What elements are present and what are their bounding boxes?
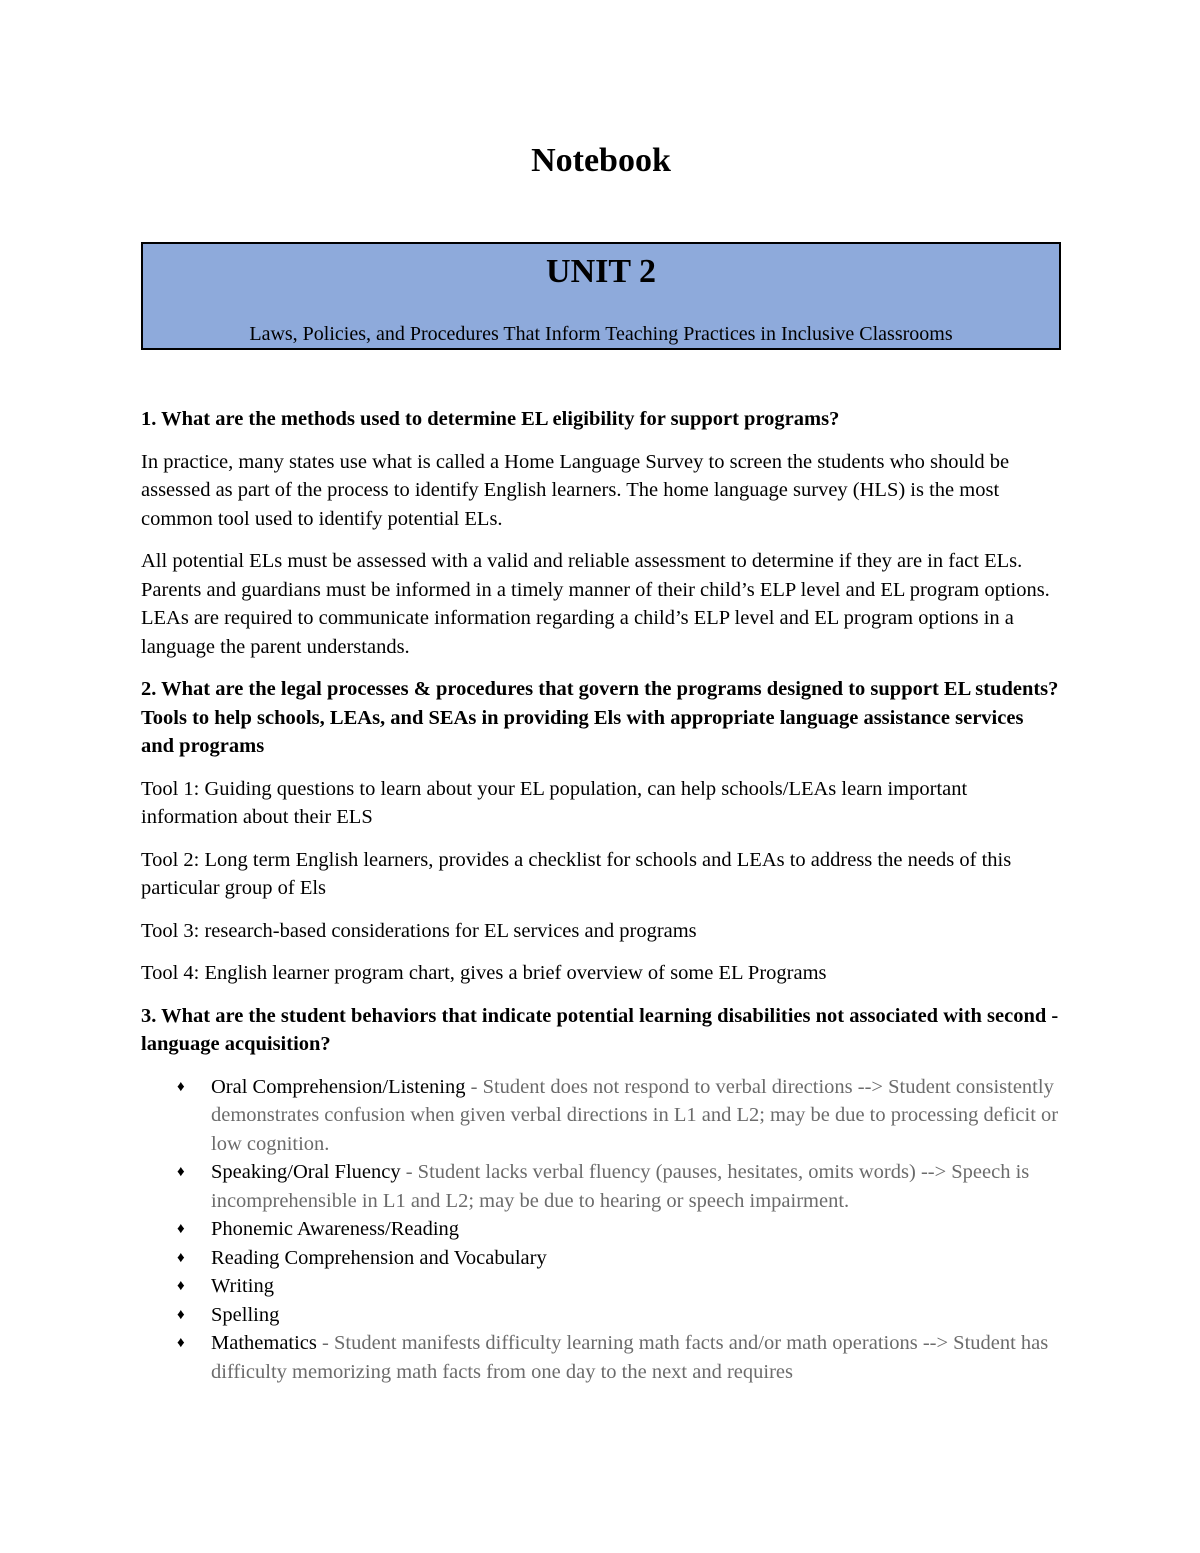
diamond-bullet-icon: ♦ (177, 1078, 185, 1095)
diamond-bullet-icon: ♦ (177, 1335, 185, 1351)
diamond-bullet-icon: ♦ (177, 1249, 185, 1266)
document-title: Notebook (531, 142, 671, 179)
tool-2: Tool 2: Long term English learners, provides a checklist for schools and LEAs to address the needs of this particular group of Els (141, 848, 1012, 899)
behavior-list (141, 1073, 1061, 1387)
list-item-label: Oral Comprehension/Listening (211, 1075, 466, 1098)
tool-3: Tool 3: research-based considerations for EL services and programs (141, 919, 697, 942)
document-body (141, 405, 1061, 1386)
unit-header-box (141, 242, 1061, 350)
list-item-detail: - Student manifests difficulty learning math facts and/or math operations --> Student has difficulty memorizing math facts from one day to the next and requires (211, 1332, 1049, 1383)
list-item-label: Writing (211, 1275, 274, 1297)
answer-1-paragraph-2: All potential ELs must be assessed with a valid and reliable assessment to determine if they are in fact ELs. Parents and guardians must be informed in a timely manner of their child’s ELP level and EL program options. LEAs are required to communicate information regarding a child’s ELP level and EL program options in a language the parent understands. (141, 550, 1050, 658)
list-item (141, 1073, 1061, 1159)
list-item-detail: - Student does not respond to verbal directions --> Student consistently demonstrates confusion when given verbal directions in L1 and L2; may be due to processing deficit or low cognition. (211, 1075, 1059, 1155)
list-item (141, 1244, 1061, 1273)
list-item (141, 1215, 1061, 1244)
list-item (141, 1329, 1061, 1386)
list-item (141, 1272, 1061, 1301)
list-item-label: Speaking/Oral Fluency (211, 1161, 401, 1183)
list-item-label: Spelling (211, 1303, 280, 1326)
tool-4: Tool 4: English learner program chart, gives a brief overview of some EL Programs (141, 962, 827, 984)
diamond-bullet-icon: ♦ (177, 1306, 185, 1323)
list-item-label: Reading Comprehension and Vocabulary (211, 1246, 547, 1269)
list-item-label: Phonemic Awareness/Reading (211, 1218, 460, 1240)
diamond-bullet-icon: ♦ (177, 1278, 185, 1294)
list-item-label: Mathematics (211, 1332, 317, 1354)
list-item (141, 1301, 1061, 1330)
unit-heading: UNIT 2 (546, 253, 656, 290)
tool-1: Tool 1: Guiding questions to learn about your EL population, can help schools/LEAs learn important information about their ELS (141, 777, 968, 828)
diamond-bullet-icon: ♦ (177, 1221, 185, 1237)
answer-1-paragraph-1: In practice, many states use what is called a Home Language Survey to screen the students who should be assessed as part of the process to identify English learners. The home language survey (HLS) is the most common tool used to identify potential ELs. (141, 450, 1010, 530)
question-2: 2. What are the legal processes & procedures that govern the programs designed to support EL students? Tools to help schools, LEAs, and SEAs in providing Els with appropriate language assistance services and programs (141, 678, 1059, 757)
question-3: 3. What are the student behaviors that indicate potential learning disabilities not associated with second - language acquisition? (141, 1004, 1059, 1055)
list-item (141, 1158, 1061, 1215)
question-1: 1. What are the methods used to determine EL eligibility for support programs? (141, 408, 840, 430)
diamond-bullet-icon: ♦ (177, 1164, 185, 1180)
list-item-detail: - Student lacks verbal fluency (pauses, hesitates, omits words) --> Speech is incomprehensible in L1 and L2; may be due to hearing or speech impairment. (211, 1161, 1030, 1212)
unit-subtitle: Laws, Policies, and Procedures That Inform Teaching Practices in Inclusive Classrooms (249, 323, 953, 345)
